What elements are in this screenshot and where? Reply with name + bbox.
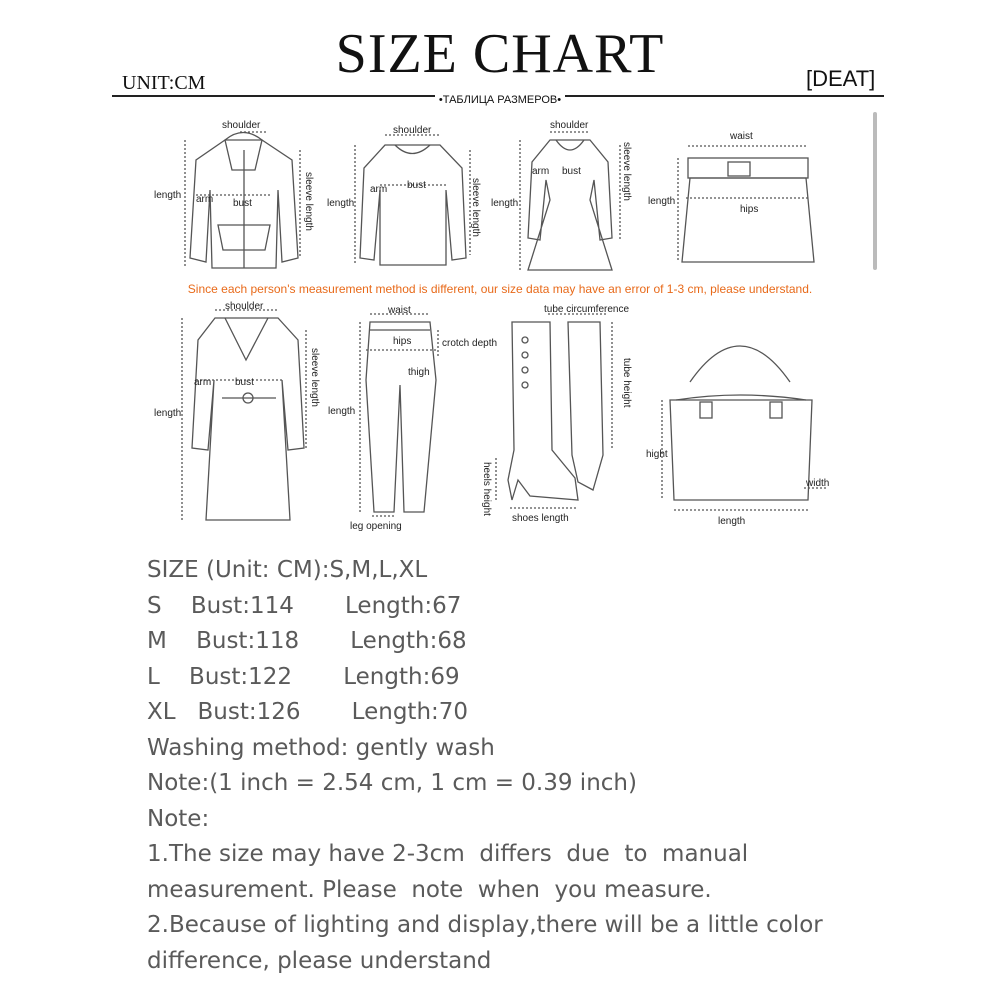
label-shoulder-2: shoulder <box>393 125 432 136</box>
label-hips-1: hips <box>740 204 759 215</box>
note-line-2: measurement. Please note when you measure. <box>147 876 712 903</box>
label-shoes-length: shoes length <box>512 513 569 524</box>
unit-label: UNIT:CM <box>122 72 206 94</box>
label-shoulder-4: shoulder <box>225 301 264 312</box>
handbag-illustration <box>662 346 828 510</box>
label-bust-4: bust <box>235 377 254 388</box>
label-arm-4: arm <box>194 377 212 388</box>
subtitle-text: •ТАБЛИЦА РАЗМЕРОВ• <box>435 94 565 106</box>
label-length-4: length <box>648 196 676 207</box>
header <box>0 0 1000 110</box>
label-bust-1: bust <box>233 198 252 209</box>
label-sleeve-length-3: sleeve length <box>621 142 632 201</box>
note-line-1: 1.The size may have 2-3cm differs due to manual <box>147 841 749 867</box>
label-tube-circumference: tube circumference <box>544 304 630 315</box>
note-heading: Note: <box>147 805 210 832</box>
page-title: SIZE CHART <box>335 23 665 85</box>
size-heading: SIZE (Unit: CM):S,M,L,XL <box>147 557 428 583</box>
note-line-4: difference, please understand <box>147 947 492 974</box>
label-length-6: length <box>328 406 356 417</box>
label-length-1: length <box>154 190 182 201</box>
measurement-warning: Since each person's measurement method is different, our size data may have an error of 1-3 cm, please understand. <box>187 282 813 296</box>
label-bust-2: bust <box>407 180 426 191</box>
size-row-l: L Bust:122 Length:69 <box>147 663 460 690</box>
size-row-m: M Bust:118 Length:68 <box>147 628 467 654</box>
garment-diagrams <box>140 112 880 537</box>
label-crotch-depth: crotch depth <box>442 338 498 349</box>
label-length-2: length <box>327 198 355 209</box>
size-info <box>147 553 907 979</box>
label-waist-2: waist <box>388 305 411 316</box>
label-leg-opening: leg opening <box>350 521 402 532</box>
label-arm-1: arm <box>196 194 214 205</box>
subtitle <box>0 88 1000 107</box>
label-sleeve-length-4: sleeve length <box>309 348 320 407</box>
unit-conversion-note: Note:(1 inch = 2.54 cm, 1 cm = 0.39 inch) <box>147 770 637 796</box>
label-hight: hight <box>646 449 668 460</box>
boot-illustration <box>496 314 612 508</box>
label-arm-2: arm <box>370 184 388 195</box>
label-sleeve-length-2: sleeve length <box>470 178 481 237</box>
label-shoulder-3: shoulder <box>550 120 589 131</box>
label-length-5: length <box>154 408 182 419</box>
note-line-3: 2.Because of lighting and display,there will be a little color <box>147 912 823 938</box>
brand-label: [DEAT] <box>806 66 876 91</box>
label-hips-2: hips <box>393 336 412 347</box>
label-length-3: length <box>491 198 519 209</box>
label-arm-3: arm <box>532 166 550 177</box>
label-shoulder-1: shoulder <box>222 120 261 131</box>
sweater-illustration <box>355 135 470 265</box>
label-sleeve-length-1: sleeve length <box>303 172 314 231</box>
dress-illustration <box>520 132 620 270</box>
size-row-xl: XL Bust:126 Length:70 <box>147 699 469 725</box>
washing-method: Washing method: gently wash <box>147 734 495 761</box>
label-tube-height: tube height <box>621 358 632 408</box>
coat-illustration <box>182 310 306 520</box>
label-length-7: length <box>718 516 746 527</box>
label-width: width <box>806 478 830 489</box>
size-row-s: S Bust:114 Length:67 <box>147 592 462 619</box>
label-heels-height: heels height <box>481 462 492 516</box>
label-waist-1: waist <box>730 131 753 142</box>
label-thigh: thigh <box>408 367 430 378</box>
label-bust-3: bust <box>562 166 581 177</box>
